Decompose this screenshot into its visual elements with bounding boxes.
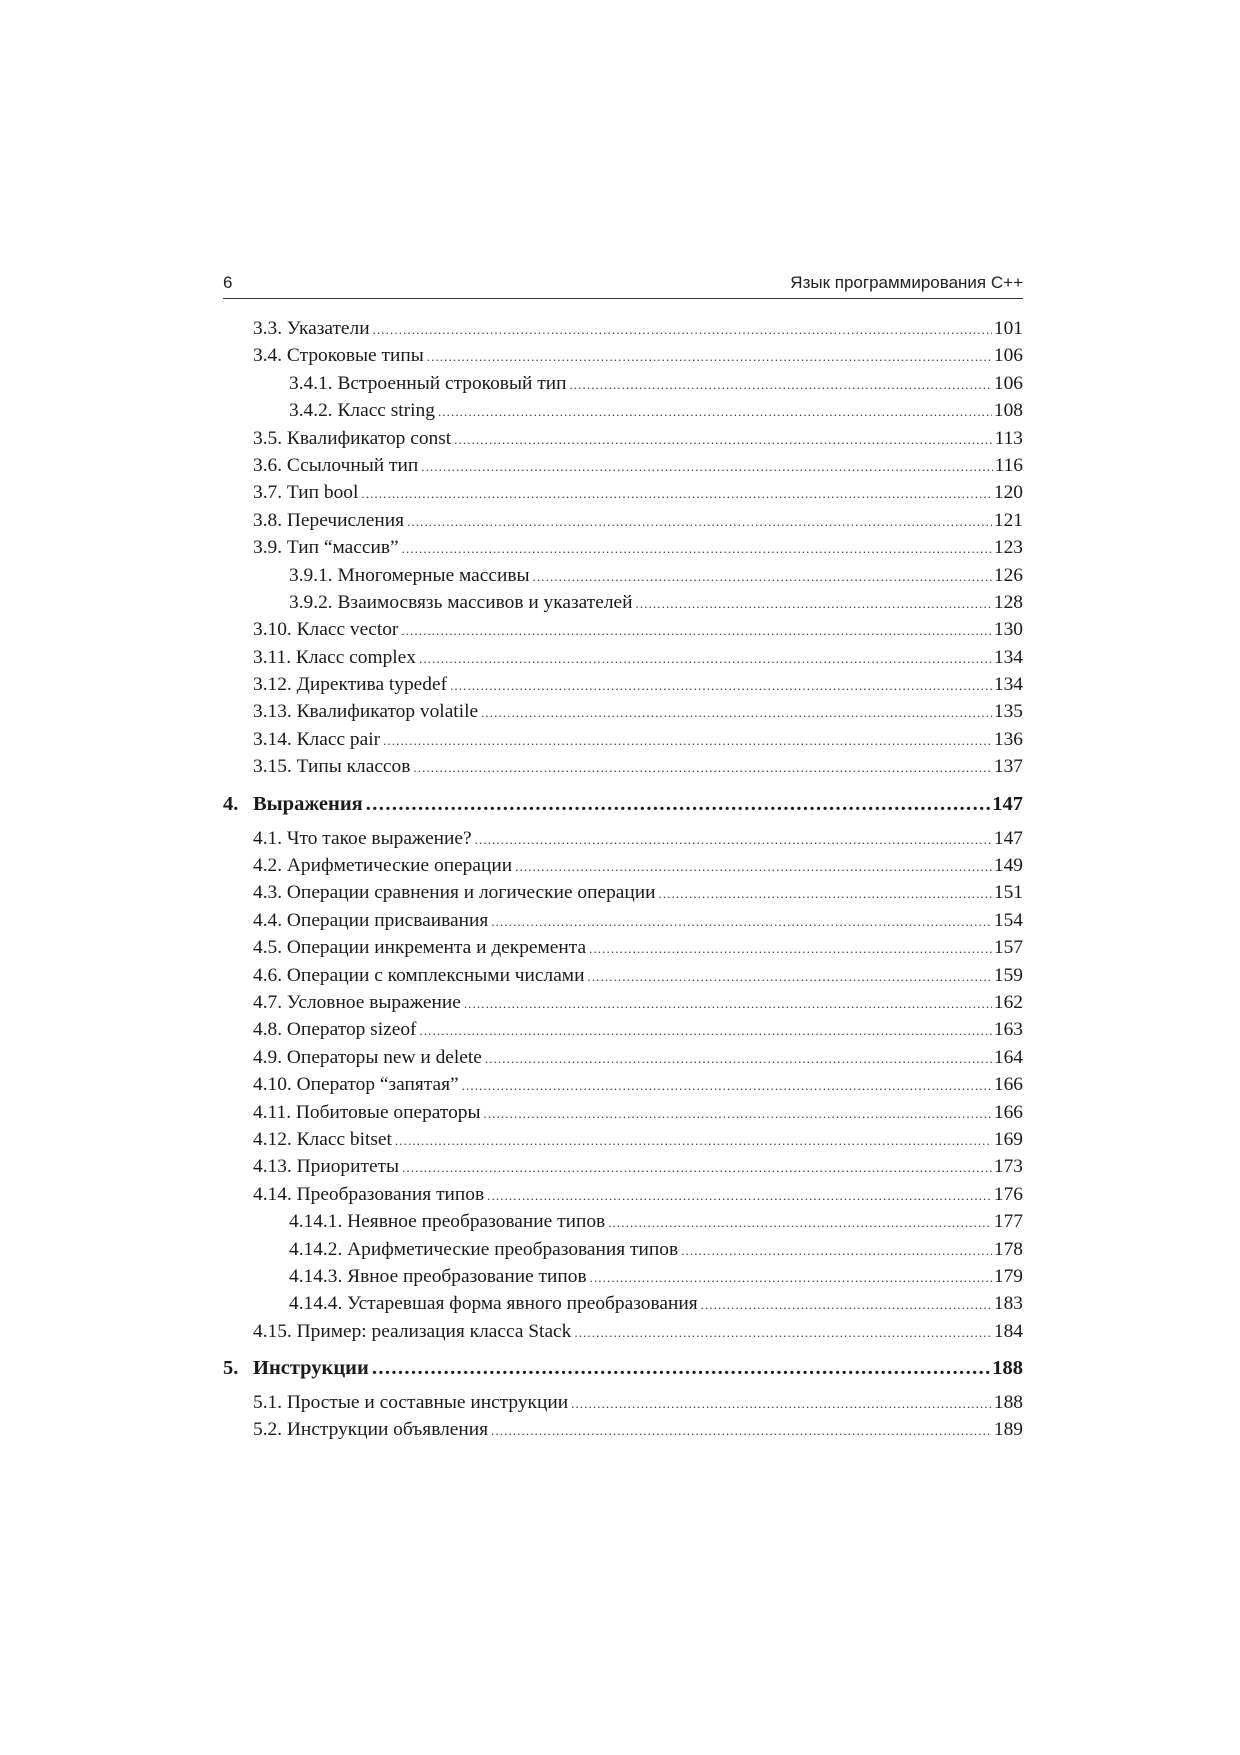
chapter-page: 188 (992, 1357, 1023, 1380)
table-of-contents (223, 318, 1023, 1447)
dot-leader (491, 914, 992, 930)
toc-entry-page: 179 (993, 1265, 1023, 1287)
chapter-title: Выражения (253, 792, 363, 815)
toc-entry-title: 3.12. Директива typedef (253, 674, 448, 696)
dot-leader (608, 1215, 992, 1231)
toc-chapter-4[interactable] (223, 793, 1023, 823)
dot-leader (366, 793, 991, 816)
toc-entry-page: 159 (993, 964, 1023, 986)
toc-entry-title: 3.9. Тип “массив” (253, 537, 399, 559)
toc-entry-page: 123 (993, 537, 1023, 559)
toc-entry-page: 173 (993, 1156, 1023, 1178)
toc-entry[interactable] (223, 1019, 1023, 1046)
toc-entry-page: 116 (994, 454, 1023, 476)
toc-entry-title: 4.15. Пример: реализация класса Stack (253, 1320, 572, 1342)
toc-chapter-5[interactable] (223, 1357, 1023, 1387)
toc-entry[interactable] (223, 729, 1023, 756)
toc-entry-title: 3.11. Класс complex (253, 646, 416, 668)
toc-entry-title: 4.7. Условное выражение (253, 991, 461, 1013)
dot-leader (636, 596, 992, 612)
toc-entry[interactable] (223, 455, 1023, 482)
toc-entry-title: 4.5. Операции инкремента и декремента (253, 937, 587, 959)
toc-entry-page: 149 (993, 855, 1023, 877)
dot-leader (485, 1051, 992, 1067)
toc-entry-page: 166 (993, 1101, 1023, 1123)
running-header (223, 270, 1023, 299)
dot-leader (569, 377, 991, 393)
dot-leader (475, 832, 992, 848)
toc-entry-title: 4.9. Операторы new и delete (253, 1046, 482, 1068)
dot-leader (701, 1297, 992, 1313)
dot-leader (590, 1270, 992, 1286)
toc-entry-title: 4.1. Что такое выражение? (253, 827, 472, 849)
toc-entry[interactable] (223, 1239, 1023, 1266)
toc-entry[interactable] (223, 1184, 1023, 1211)
toc-entry[interactable] (223, 1392, 1023, 1419)
chapter-number: 4. (223, 792, 239, 815)
toc-entry-page: 113 (994, 427, 1023, 449)
dot-leader (427, 349, 992, 365)
dot-leader (402, 541, 992, 557)
dot-leader (419, 1023, 991, 1039)
toc-entry-page: 162 (993, 991, 1023, 1013)
dot-leader (587, 969, 991, 985)
toc-entry-page: 176 (993, 1183, 1023, 1205)
toc-entry-title: 4.8. Оператор sizeof (253, 1019, 417, 1041)
dot-leader (574, 1325, 992, 1341)
chapter-number: 5. (223, 1357, 239, 1380)
toc-entry-title: 4.3. Операции сравнения и логические операции (253, 882, 656, 904)
toc-entry[interactable] (223, 965, 1023, 992)
dot-leader (464, 996, 992, 1012)
dot-leader (419, 651, 992, 667)
toc-entry-page: 188 (993, 1392, 1023, 1414)
toc-entry[interactable] (223, 1266, 1023, 1293)
toc-entry-page: 136 (993, 728, 1023, 750)
toc-entry-page: 134 (993, 646, 1023, 668)
toc-entry-title: 3.5. Квалификатор const (253, 427, 452, 449)
toc-entry[interactable] (223, 482, 1023, 509)
toc-entry[interactable] (223, 345, 1023, 372)
toc-entry[interactable] (223, 318, 1023, 345)
toc-entry-title: 3.8. Перечисления (253, 509, 405, 531)
toc-entry-title: 3.4.2. Класс string (289, 400, 435, 422)
toc-entry[interactable] (223, 565, 1023, 592)
dot-leader (402, 1160, 992, 1176)
dot-leader (589, 941, 992, 957)
toc-entry-page: 121 (993, 509, 1023, 531)
dot-leader (484, 1106, 992, 1122)
toc-entry-title: 4.14.4. Устаревшая форма явного преобразования (289, 1293, 698, 1315)
dot-leader (681, 1243, 992, 1259)
toc-entry-title: 4.13. Приоритеты (253, 1156, 400, 1178)
toc-entry-page: 106 (993, 372, 1023, 394)
toc-entry[interactable] (223, 1156, 1023, 1183)
toc-entry-page: 128 (993, 591, 1023, 613)
toc-entry-page: 166 (993, 1074, 1023, 1096)
toc-entry-page: 120 (993, 482, 1023, 504)
toc-entry-title: 3.4.1. Встроенный строковый тип (289, 372, 567, 394)
toc-entry-page: 164 (993, 1046, 1023, 1068)
toc-entry-title: 3.3. Указатели (253, 318, 370, 339)
dot-leader (450, 678, 992, 694)
book-title: Язык программирования C++ (790, 273, 1023, 292)
toc-entry-page: 101 (993, 318, 1023, 339)
toc-entry[interactable] (223, 1102, 1023, 1129)
toc-entry-title: 3.6. Ссылочный тип (253, 454, 419, 476)
dot-leader (571, 1396, 992, 1412)
toc-entry-page: 189 (993, 1419, 1023, 1441)
toc-chapter-5-entries (223, 1392, 1023, 1447)
toc-entry-title: 4.2. Арифметические операции (253, 855, 513, 877)
toc-entry-page: 108 (993, 400, 1023, 422)
toc-entry[interactable] (223, 910, 1023, 937)
toc-entry-title: 4.4. Операции присваивания (253, 909, 489, 931)
toc-entry[interactable] (223, 619, 1023, 646)
toc-entry[interactable] (223, 510, 1023, 537)
dot-leader (491, 1423, 992, 1439)
toc-entry[interactable] (223, 1321, 1023, 1348)
dot-leader (515, 859, 992, 875)
dot-leader (438, 404, 992, 420)
toc-entry-title: 3.14. Класс pair (253, 728, 381, 750)
toc-entry[interactable] (223, 400, 1023, 427)
dot-leader (533, 569, 992, 585)
toc-chapter-4-entries (223, 828, 1023, 1348)
toc-entry[interactable] (223, 1047, 1023, 1074)
toc-section-3-entries (223, 318, 1023, 784)
dot-leader (395, 1133, 992, 1149)
toc-entry-page: 151 (993, 882, 1023, 904)
dot-leader (413, 760, 992, 776)
dot-leader (373, 322, 992, 338)
toc-entry[interactable] (223, 373, 1023, 400)
toc-entry-page: 183 (993, 1293, 1023, 1315)
chapter-title: Инструкции (253, 1357, 369, 1380)
toc-entry-title: 3.13. Квалификатор volatile (253, 701, 479, 723)
dot-leader (487, 1188, 992, 1204)
toc-entry-title: 4.12. Класс bitset (253, 1128, 392, 1150)
toc-entry[interactable] (223, 1129, 1023, 1156)
dot-leader (407, 514, 992, 530)
toc-entry-title: 5.2. Инструкции объявления (253, 1419, 489, 1441)
toc-entry-title: 4.14.2. Арифметические преобразования типов (289, 1238, 679, 1260)
toc-entry[interactable] (223, 828, 1023, 855)
toc-entry-page: 130 (993, 619, 1023, 641)
toc-entry-title: 4.11. Побитовые операторы (253, 1101, 481, 1123)
toc-entry-title: 3.4. Строковые типы (253, 345, 424, 367)
toc-entry-page: 154 (993, 909, 1023, 931)
toc-entry[interactable] (223, 537, 1023, 564)
toc-entry-title: 4.14.1. Неявное преобразование типов (289, 1211, 606, 1233)
toc-entry-title: 3.9.1. Многомерные массивы (289, 564, 530, 586)
toc-entry[interactable] (223, 1293, 1023, 1320)
toc-entry[interactable] (223, 701, 1023, 728)
dot-leader (421, 459, 992, 475)
toc-entry-page: 184 (993, 1320, 1023, 1342)
chapter-page: 147 (992, 792, 1023, 815)
toc-entry-title: 4.14. Преобразования типов (253, 1183, 485, 1205)
dot-leader (361, 486, 992, 502)
toc-entry[interactable] (223, 992, 1023, 1019)
toc-entry[interactable] (223, 1419, 1023, 1446)
page-number: 6 (223, 273, 233, 292)
toc-entry-page: 178 (993, 1238, 1023, 1260)
toc-entry[interactable] (223, 674, 1023, 701)
toc-entry[interactable] (223, 428, 1023, 455)
toc-entry[interactable] (223, 647, 1023, 674)
dot-leader (659, 886, 992, 902)
toc-entry[interactable] (223, 1074, 1023, 1101)
dot-leader (372, 1357, 990, 1380)
toc-entry[interactable] (223, 855, 1023, 882)
toc-entry-title: 4.14.3. Явное преобразование типов (289, 1265, 587, 1287)
toc-entry-title: 3.7. Тип bool (253, 482, 359, 504)
toc-entry-page: 135 (993, 701, 1023, 723)
toc-entry[interactable] (223, 1211, 1023, 1238)
toc-entry-page: 157 (993, 937, 1023, 959)
toc-entry-page: 126 (993, 564, 1023, 586)
toc-entry-page: 137 (993, 756, 1023, 778)
toc-entry-page: 177 (993, 1211, 1023, 1233)
dot-leader (454, 432, 992, 448)
dot-leader (481, 705, 992, 721)
toc-entry-title: 3.10. Класс vector (253, 619, 399, 641)
toc-entry-page: 169 (993, 1128, 1023, 1150)
dot-leader (462, 1078, 992, 1094)
toc-entry-page: 163 (993, 1019, 1023, 1041)
toc-entry[interactable] (223, 937, 1023, 964)
toc-entry-title: 3.15. Типы классов (253, 756, 411, 778)
toc-entry-title: 3.9.2. Взаимосвязь массивов и указателей (289, 591, 633, 613)
toc-entry[interactable] (223, 756, 1023, 783)
toc-entry-title: 4.6. Операции с комплексными числами (253, 964, 585, 986)
toc-entry[interactable] (223, 882, 1023, 909)
toc-entry-page: 134 (993, 674, 1023, 696)
toc-entry-page: 147 (993, 827, 1023, 849)
toc-entry-page: 106 (993, 345, 1023, 367)
toc-entry-title: 5.1. Простые и составные инструкции (253, 1392, 569, 1414)
toc-entry[interactable] (223, 592, 1023, 619)
dot-leader (401, 623, 992, 639)
toc-entry-title: 4.10. Оператор “запятая” (253, 1074, 459, 1096)
dot-leader (383, 733, 992, 749)
